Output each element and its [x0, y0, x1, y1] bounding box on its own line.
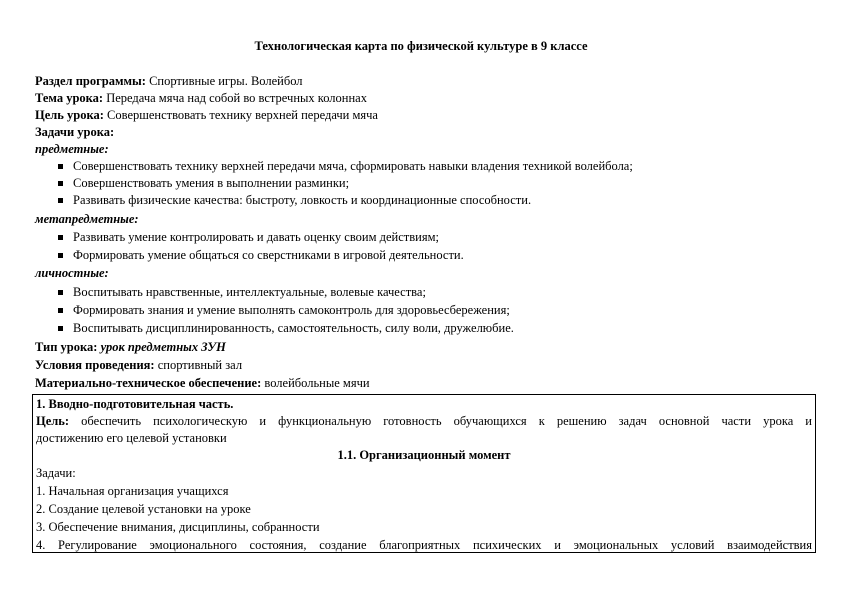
section-heading: 1. Вводно-подготовительная часть. — [36, 397, 234, 411]
section-task-item: 4. Регулирование эмоционального состояния, создание благоприятных психических и эмоциональных условий взаимодействия — [36, 538, 812, 552]
section-goal-line — [36, 413, 812, 430]
section-goal-label: Цель: — [36, 414, 70, 428]
conditions-line — [35, 357, 815, 374]
section-subheading: 1.1. Организационный момент — [337, 448, 511, 462]
document-title: Технологическая карта по физической культуре в 9 классе — [254, 39, 588, 53]
bullet-icon — [58, 290, 63, 295]
section-task-item: 1. Начальная организация учащихся — [36, 484, 229, 498]
equipment-line — [35, 375, 815, 392]
lesson-type-value: урок предметных ЗУН — [100, 340, 226, 354]
goal-value: Совершенствовать технику верхней передачи мяча — [107, 108, 378, 122]
equipment-value: волейбольные мячи — [264, 376, 370, 390]
section-tasks-label: Задачи: — [36, 466, 76, 480]
subject-label: предметные: — [35, 142, 109, 156]
topic-value: Передача мяча над собой во встречных колоннах — [106, 91, 367, 105]
section-task-item: 2. Создание целевой установки на уроке — [36, 502, 251, 516]
section-task-item: 3. Обеспечение внимания, дисциплины, собранности — [36, 520, 320, 534]
section-goal-text: обеспечить психологическую и функциональную готовность обучающихся к решению задач основной части урока и — [81, 414, 813, 428]
section-goal-continuation: достижению его целевой установки — [36, 431, 227, 445]
lesson-type-label: Тип урока: — [35, 340, 98, 354]
program-line — [35, 73, 815, 90]
meta-label: метапредметные: — [35, 212, 139, 226]
bullet-icon — [58, 164, 63, 169]
bullet-icon — [58, 198, 63, 203]
conditions-value: спортивный зал — [157, 358, 243, 372]
lesson-section-table — [32, 394, 816, 553]
tasks-label: Задачи урока: — [35, 125, 115, 139]
topic-label: Тема урока: — [35, 91, 104, 105]
conditions-label: Условия проведения: — [35, 358, 155, 372]
document-page: Технологическая карта по физической культуре в 9 классе Раздел программы: Спортивные игры. Волейбол Тема урока: Передача мяча над собой во встречных колоннах Цель урока: Совершенствовать технику верхней передачи мяча Задачи урока: предметные: Совершенствовать технику верхней передачи мяча, сформировать навыки владения техникой волейбола; Совершенствовать умения в выполнении разминки; Развивать физические качества: быстроту, ловкость и координационные способности. метапредметные: Развивать умение контролировать и давать оценку своим действиям; Формировать умение общаться со сверстниками в игровой деятельности. личностные: Воспитывать нравственные, интеллектуальные, волевые качества; Формировать знания и умение выполнять самоконтроль для здоровьесбережения; Воспитывать дисциплинированность, самостоятельность, силу воли, дружелюбие. Тип урока: урок предметных ЗУН Условия проведения: спортивный зал Материально-техническое обеспечение: волейбольные мячи 1. Вводно-подготовительная часть. Цель: обеспечить психологическую и функциональную готовность обучающихся к решению задач основной части урока и достижению его целевой установки 1.1. Организационный момент Задачи: 1. Начальная организация учащихся 2. Создание целевой установки на уроке 3. Обеспечение внимания, дисциплины, собранности 4. Регулирование эмоционального состояния, создание благоприятных психических и эмоциональных условий взаимодействия — [0, 0, 842, 595]
program-value: Спортивные игры. Волейбол — [149, 74, 303, 88]
bullet-icon — [58, 326, 63, 331]
goal-line — [35, 107, 815, 124]
lesson-type-line — [35, 339, 815, 356]
topic-line — [35, 90, 815, 107]
bullet-icon — [58, 235, 63, 240]
equipment-label: Материально-техническое обеспечение: — [35, 376, 262, 390]
bullet-icon — [58, 181, 63, 186]
program-label: Раздел программы: — [35, 74, 146, 88]
bullet-icon — [58, 253, 63, 258]
bullet-icon — [58, 308, 63, 313]
personal-label: личностные: — [35, 266, 109, 280]
goal-label: Цель урока: — [35, 108, 104, 122]
